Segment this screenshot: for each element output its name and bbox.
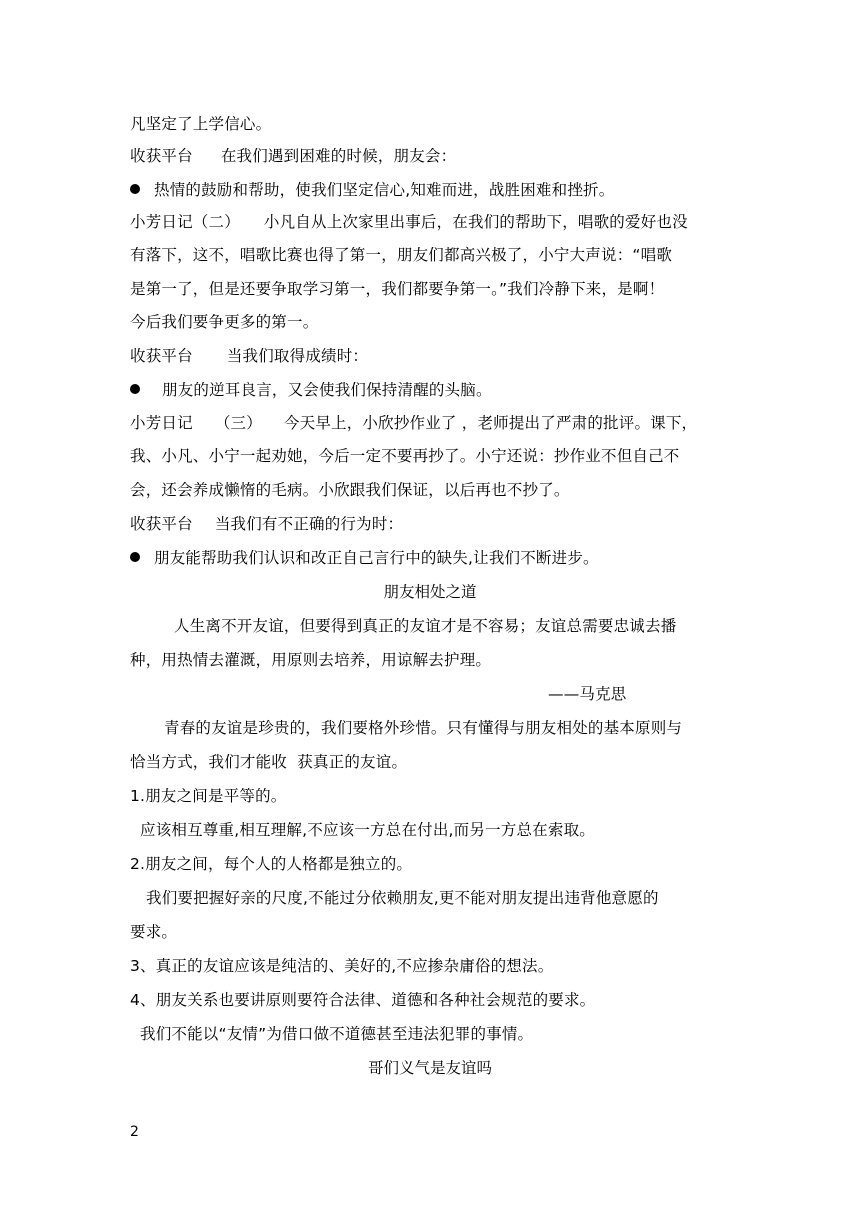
quote-line: 种，用热情去灌溉，用原则去培养，用谅解去护理。 <box>130 651 492 669</box>
section-label: 收获平台 <box>130 347 193 365</box>
text-line: 我、小凡、小宁一起劝她，今后一定不要再抄了。小宁还说：抄作业不但自己不 <box>130 447 680 465</box>
diary-label: 小芳日记 <box>130 414 193 432</box>
text-line: 收获平台 当我们取得成绩时： <box>130 347 369 365</box>
section-heading: 哥们义气是友谊吗 <box>367 1059 492 1077</box>
text-line: 有落下，这不，唱歌比赛也得了第一，朋友们都高兴极了，小宁大声说：“唱歌 <box>130 246 673 264</box>
list-item: 2.朋友之间，每个人的人格都是独立的。 <box>130 855 413 873</box>
list-item: 3、真正的友谊应该是纯洁的、美好的,不应掺杂庸俗的想法。 <box>130 957 554 975</box>
section-label: 收获平台 <box>130 147 193 165</box>
bullet-item: 热情的鼓励和帮助，使我们坚定信心,知难而进，战胜困难和挫折。 <box>130 180 614 200</box>
text-line: 今后我们要争更多的第一。 <box>130 313 319 331</box>
bullet-icon <box>130 184 140 194</box>
text-line: 是第一了，但是还要争取学习第一，我们都要争第一。”我们冷静下来，是啊！ <box>130 280 665 298</box>
paragraph-line: 青春的友谊是珍贵的，我们要格外珍惜。只有懂得与朋友相处的基本原则与 <box>164 719 683 737</box>
list-item-detail: 应该相互尊重,相互理解,不应该一方总在付出,而另一方总在索取。 <box>140 821 595 839</box>
diary-label: 小芳日记（二） <box>130 213 240 231</box>
page-number: 2 <box>130 1124 139 1140</box>
bullet-item: 朋友的逆耳良言，又会使我们保持清醒的头脑。 <box>130 380 492 400</box>
text-line: 小芳日记（二） 小凡自从上次家里出事后，在我们的帮助下，唱歌的爱好也没 <box>130 213 688 231</box>
list-item-detail: 要求。 <box>130 923 178 941</box>
quote-attribution: ——马克思 <box>548 685 627 703</box>
text-line: 收获平台 在我们遇到困难的时候，朋友会： <box>130 147 457 165</box>
list-item: 1.朋友之间是平等的。 <box>130 787 287 805</box>
text-line: 收获平台 当我们有不正确的行为时： <box>130 515 404 533</box>
paragraph-line: 恰当方式，我们才能收 获真正的友谊。 <box>130 753 408 771</box>
section-label: 收获平台 <box>130 515 193 533</box>
text-line: 小芳日记 （三） 今天早上，小欣抄作业了 ，老师提出了严肃的批评。课下， <box>130 414 698 432</box>
list-item-detail: 我们不能以“友情”为借口做不道德甚至违法犯罪的事情。 <box>140 1025 534 1043</box>
text-line: 会，还会养成懒惰的毛病。小欣跟我们保证，以后再也不抄了。 <box>130 481 570 499</box>
section-heading: 朋友相处之道 <box>383 583 477 601</box>
quote-line: 人生离不开友谊，但要得到真正的友谊才是不容易；友谊总需要忠诚去播 <box>174 617 677 635</box>
bullet-icon <box>130 552 140 562</box>
bullet-icon <box>130 384 140 394</box>
list-item-detail: 我们要把握好亲的尺度,不能过分依赖朋友,更不能对朋友提出违背他意愿的 <box>146 889 659 907</box>
text-line: 凡坚定了上学信心。 <box>130 115 272 133</box>
bullet-item: 朋友能帮助我们认识和改正自己言行中的缺失,让我们不断进步。 <box>130 548 599 568</box>
list-item: 4、朋友关系也要讲原则要符合法律、道德和各种社会规范的要求。 <box>130 991 596 1009</box>
